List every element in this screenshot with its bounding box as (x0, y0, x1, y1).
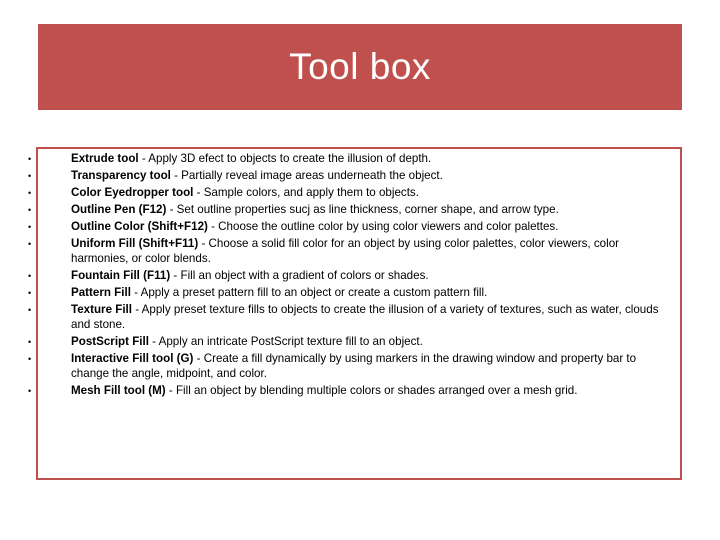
tool-name: Color Eyedropper tool (71, 186, 194, 200)
bullet-icon: • (28, 154, 32, 164)
list-item (28, 286, 680, 301)
bullet-icon: • (28, 385, 32, 396)
tool-name: Mesh Fill tool (M) (71, 383, 166, 397)
tool-description: - Apply an intricate PostScript texture fill to an object. (148, 335, 423, 349)
list-item (28, 152, 680, 167)
slide-title: Tool box (289, 46, 431, 87)
bullet-icon: • (28, 171, 32, 182)
title-banner (38, 24, 682, 110)
bullet-icon: • (28, 354, 32, 365)
list-item (28, 269, 680, 284)
list-item (28, 383, 680, 399)
bullet-icon: • (28, 288, 32, 299)
bullet-icon: • (28, 271, 32, 282)
tool-list (28, 152, 680, 401)
bullet-icon: • (28, 305, 32, 316)
tool-name: Outline Color (Shift+F12) (71, 220, 208, 234)
tool-description: - Choose the outline color by using color viewers and color palettes. (207, 220, 559, 234)
tool-description: - Fill an object with a gradient of colors or shades. (170, 269, 429, 283)
list-item (28, 352, 680, 381)
tool-name: PostScript Fill (71, 335, 149, 349)
bullet-icon: • (28, 222, 32, 233)
tool-name: Extrude tool (71, 152, 139, 165)
list-item (28, 335, 680, 350)
bullet-icon: • (28, 188, 32, 199)
tool-description: - Partially reveal image areas underneath the object. (170, 169, 443, 183)
tool-description: - Apply 3D efect to objects to create the illusion of depth. (138, 152, 432, 165)
list-item (28, 169, 680, 184)
tool-name: Texture Fill (71, 303, 132, 317)
bullet-icon: • (28, 337, 32, 348)
tool-description: - Choose a solid fill color for an object by using color palettes, color viewers, color harmonies, or color blends. (71, 237, 620, 266)
list-item (28, 237, 680, 266)
tool-description: - Create a fill dynamically by using markers in the drawing window and property bar to change the angle, midpoint, and color. (71, 352, 637, 380)
tool-name: Interactive Fill tool (G) (71, 352, 194, 366)
tool-name: Uniform Fill (Shift+F11) (71, 237, 199, 251)
bullet-icon: • (28, 239, 32, 250)
tool-description: - Set outline properties sucj as line thickness, corner shape, and arrow type. (166, 203, 559, 217)
list-item (28, 203, 680, 218)
content-box (28, 147, 682, 480)
tool-description: - Apply a preset pattern fill to an object or create a custom pattern fill. (130, 286, 488, 300)
tool-description: - Sample colors, and apply them to objects. (193, 186, 419, 200)
tool-name: Transparency tool (71, 169, 171, 183)
tool-name: Pattern Fill (71, 286, 131, 300)
tool-description: - Apply preset texture fills to objects to create the illusion of a variety of textures, such as water, clouds and stone. (71, 303, 659, 331)
list-item (28, 220, 680, 235)
list-item (28, 303, 680, 332)
tool-description: - Fill an object by blending multiple colors or shades arranged over a mesh grid. (165, 383, 578, 397)
list-item (28, 186, 680, 201)
tool-name: Fountain Fill (F11) (71, 269, 171, 283)
bullet-icon: • (28, 205, 32, 216)
tool-name: Outline Pen (F12) (71, 203, 167, 217)
